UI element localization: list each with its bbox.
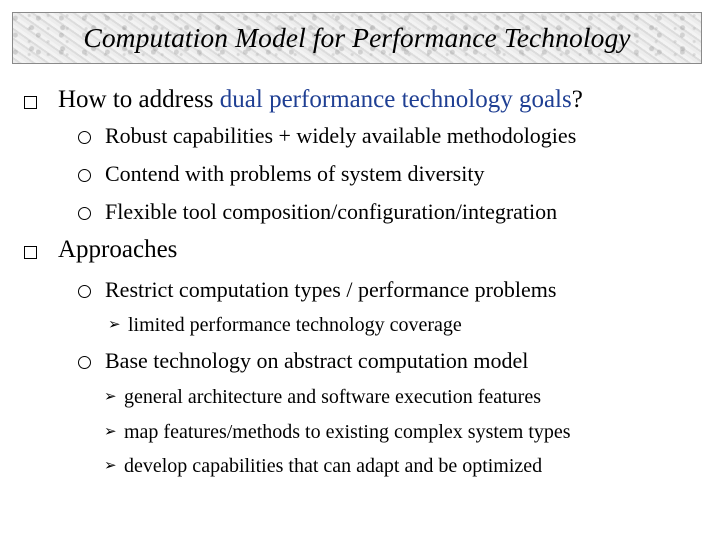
sub-bullet: Base technology on abstract computation model: [105, 348, 529, 373]
sub-sub-bullet: develop capabilities that can adapt and be optimized: [124, 455, 543, 477]
bullet-goals-suffix: ?: [571, 86, 583, 113]
slide-title: Computation Model for Performance Technology: [83, 22, 631, 53]
circle-bullet-icon: [78, 207, 91, 220]
sub-sub-bullet: general architecture and software execution features: [124, 386, 541, 408]
highlight-text: dual performance technology goals: [219, 86, 572, 113]
sub-sub-bullet: map features/methods to existing complex system types: [124, 421, 571, 443]
bullet-goals-text: How to address: [58, 86, 220, 113]
bullet-goals: [58, 86, 583, 114]
circle-bullet-icon: [78, 285, 91, 298]
bullet-approaches: Approaches: [58, 236, 178, 263]
circle-bullet-icon: [78, 169, 91, 182]
arrow-bullet-icon: ➢: [104, 389, 117, 405]
title-banner: [12, 12, 702, 64]
sub-bullet: Robust capabilities + widely available methodologies: [105, 123, 577, 148]
square-bullet-icon: [24, 246, 37, 259]
arrow-bullet-icon: ➢: [104, 458, 117, 474]
sub-bullet: Flexible tool composition/configuration/integration: [105, 199, 558, 224]
circle-bullet-icon: [78, 131, 91, 144]
arrow-bullet-icon: ➢: [104, 424, 117, 440]
circle-bullet-icon: [78, 356, 91, 369]
sub-sub-bullet: limited performance technology coverage: [128, 314, 462, 336]
sub-bullet: Restrict computation types / performance problems: [105, 277, 557, 302]
arrow-bullet-icon: ➢: [108, 317, 121, 333]
sub-bullet: Contend with problems of system diversity: [105, 161, 485, 186]
square-bullet-icon: [24, 96, 37, 109]
